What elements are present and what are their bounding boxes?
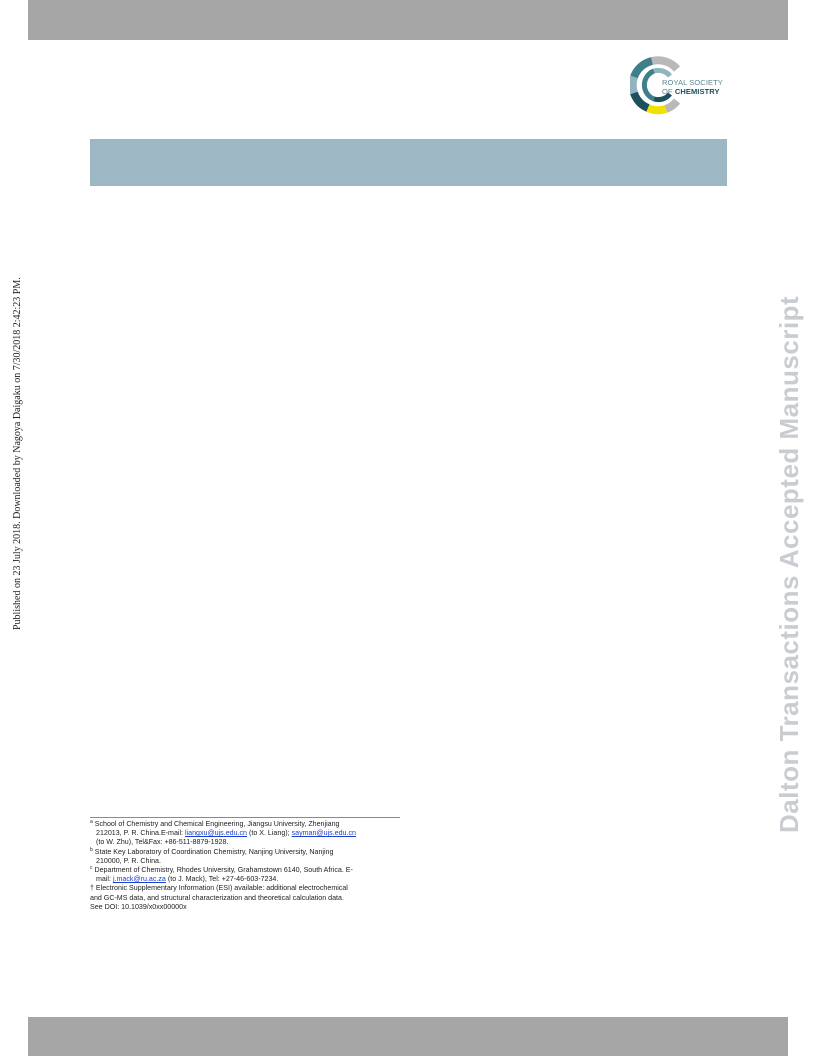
rsc-logo-wordmark: ROYAL SOCIETY OF CHEMISTRY xyxy=(662,78,723,96)
publication-stamp: Published on 23 July 2018. Downloaded by Nagoya Daigaku on 7/30/2018 2:42:23 PM. xyxy=(12,277,23,630)
email-link-liang[interactable]: liangxu@ujs.edu.cn xyxy=(184,829,248,838)
footnote-b: $^b$ State Key Laboratory of Coordination Chemistry, Nanjing University, Nanjing 210000, P. R. China. xyxy=(90,846,334,865)
top-header-bar xyxy=(28,0,788,40)
footnote-a: $^a$ School of Chemistry and Chemical Engineering, Jiangsu University, Zhenjiang 212013, P. R. China.E-mail: liangxu@ujs.edu.cn (to X. Liang); sayman@ujs.edu.cn (to W. Zhu), Tel&Fax: +86-511-8879-1928. xyxy=(90,819,356,847)
footnotes xyxy=(90,820,410,912)
accepted-manuscript-watermark: Dalton Transactions Accepted Manuscript xyxy=(774,295,804,833)
email-link-mack[interactable]: j.mack@ru.ac.za xyxy=(112,875,166,884)
email-link-zhu[interactable]: sayman@ujs.edu.cn xyxy=(291,829,356,838)
footnote-esi: † Electronic Supplementary Information (ESI) available: additional electrochemical and GC-MS data, and structural characterization and theoretical calculation data. See DOI: 10.1039/x0xx00000x xyxy=(90,884,348,911)
article-title-band xyxy=(90,139,727,186)
footnote-c: $^c$ Department of Chemistry, Rhodes University, Grahamstown 6140, South Africa. E- mail: j.mack@ru.ac.za (to J. Mack), Tel: +27-46-603-7234. xyxy=(90,865,353,884)
footnote-rule xyxy=(90,817,400,818)
bottom-footer-bar xyxy=(28,1017,788,1056)
